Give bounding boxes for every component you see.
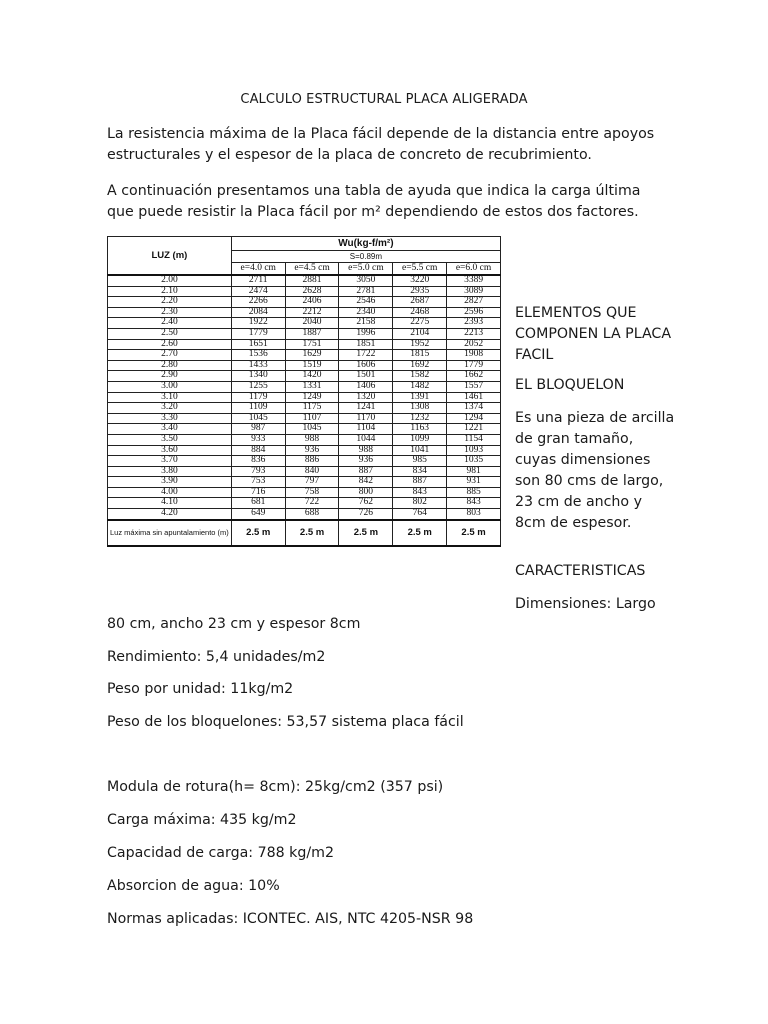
load-cell: 1374: [447, 403, 501, 414]
load-cell: 1651: [231, 339, 285, 350]
load-cell: 1170: [339, 413, 393, 424]
load-cell: 2546: [339, 297, 393, 308]
load-cell: 3389: [447, 275, 501, 286]
load-table: [107, 236, 501, 581]
characteristics-heading: CARACTERISTICAS: [515, 563, 646, 579]
load-cell: 1536: [231, 350, 285, 361]
luz-cell: 2.40: [108, 318, 232, 329]
load-cell: 1722: [339, 350, 393, 361]
load-cell: 884: [231, 445, 285, 456]
table-row: [108, 403, 501, 414]
load-cell: 1340: [231, 371, 285, 382]
load-cell: 834: [393, 466, 447, 477]
table-row: [108, 487, 501, 498]
load-cell: 2781: [339, 286, 393, 297]
spec-peso-unidad: Peso por unidad: 11kg/m2: [107, 681, 294, 697]
load-cell: 1501: [339, 371, 393, 382]
load-cell: 681: [231, 498, 285, 509]
luz-cell: 2.10: [108, 286, 232, 297]
table-row: [108, 456, 501, 467]
load-cell: 1179: [231, 392, 285, 403]
load-cell: 887: [339, 466, 393, 477]
spec-modula-rotura: Modula de rotura(h= 8cm): 25kg/cm2 (357 psi): [107, 779, 444, 795]
load-cell: 2275: [393, 318, 447, 329]
luz-cell: 2.70: [108, 350, 232, 361]
load-cell: 1751: [285, 339, 339, 350]
luz-cell: 3.30: [108, 413, 232, 424]
max-span-value: 2.5 m: [285, 520, 339, 546]
load-cell: 802: [393, 498, 447, 509]
load-cell: 753: [231, 477, 285, 488]
luz-cell: 2.90: [108, 371, 232, 382]
thickness-header: e=4.0 cm: [231, 263, 285, 276]
load-cell: 1557: [447, 381, 501, 392]
load-cell: 1249: [285, 392, 339, 403]
load-cell: 836: [231, 456, 285, 467]
load-cell: 1433: [231, 360, 285, 371]
table-row: [108, 339, 501, 350]
luz-cell: 3.80: [108, 466, 232, 477]
load-cell: 936: [339, 456, 393, 467]
load-cell: 1109: [231, 403, 285, 414]
load-cell: 886: [285, 456, 339, 467]
load-cell: 843: [393, 487, 447, 498]
load-cell: 2052: [447, 339, 501, 350]
load-cell: 758: [285, 487, 339, 498]
load-cell: 2084: [231, 307, 285, 318]
load-cell: 2266: [231, 297, 285, 308]
load-cell: 688: [285, 509, 339, 520]
luz-cell: 4.20: [108, 509, 232, 520]
load-cell: 1482: [393, 381, 447, 392]
load-cell: 1851: [339, 339, 393, 350]
max-span-row: [108, 520, 501, 546]
spec-peso-bloquelones: Peso de los bloquelones: 53,57 sistema placa fácil: [107, 714, 464, 730]
table-row: [108, 360, 501, 371]
load-cell: 1104: [339, 424, 393, 435]
load-cell: 800: [339, 487, 393, 498]
load-cell: 1320: [339, 392, 393, 403]
load-cell: 1406: [339, 381, 393, 392]
load-cell: 981: [447, 466, 501, 477]
load-cell: 1035: [447, 456, 501, 467]
load-cell: 988: [285, 434, 339, 445]
load-cell: 2596: [447, 307, 501, 318]
max-span-value: 2.5 m: [231, 520, 285, 546]
load-cell: 2628: [285, 286, 339, 297]
load-cell: 2935: [393, 286, 447, 297]
load-cell: 2881: [285, 275, 339, 286]
load-cell: 2711: [231, 275, 285, 286]
max-span-value: 2.5 m: [447, 520, 501, 546]
load-cell: 793: [231, 466, 285, 477]
load-cell: 1045: [231, 413, 285, 424]
spec-rendimiento: Rendimiento: 5,4 unidades/m2: [107, 649, 326, 665]
load-cell: 1391: [393, 392, 447, 403]
intro-paragraph-2: A continuación presentamos una tabla de ayuda que indica la carga última que puede resistir la Placa fácil por m² dependiendo de estos dos factores.: [107, 183, 641, 220]
load-cell: 2687: [393, 297, 447, 308]
table-row: [108, 466, 501, 477]
side-subheading: EL BLOQUELON: [515, 377, 625, 393]
load-cell: 1241: [339, 403, 393, 414]
table-row: [108, 392, 501, 403]
load-cell: 1662: [447, 371, 501, 382]
luz-cell: 2.00: [108, 275, 232, 286]
load-cell: 726: [339, 509, 393, 520]
luz-cell: 2.30: [108, 307, 232, 318]
load-cell: 2104: [393, 328, 447, 339]
load-cell: 1606: [339, 360, 393, 371]
load-cell: 2158: [339, 318, 393, 329]
luz-cell: 4.10: [108, 498, 232, 509]
luz-cell: 2.20: [108, 297, 232, 308]
document-title: CALCULO ESTRUCTURAL PLACA ALIGERADA: [240, 92, 528, 107]
load-cell: 1420: [285, 371, 339, 382]
table-row: [108, 275, 501, 286]
load-cell: 1779: [447, 360, 501, 371]
load-cell: 985: [393, 456, 447, 467]
s-header: S=0.89m: [231, 251, 500, 263]
table-row: [108, 413, 501, 424]
load-cell: 1093: [447, 445, 501, 456]
table-row: [108, 509, 501, 520]
luz-cell: 2.50: [108, 328, 232, 339]
load-cell: 987: [231, 424, 285, 435]
load-cell: 1154: [447, 434, 501, 445]
load-cell: 3050: [339, 275, 393, 286]
load-cell: 1582: [393, 371, 447, 382]
load-cell: 842: [339, 477, 393, 488]
wu-header: Wu(kg-f/m²): [231, 237, 500, 251]
luz-header: LUZ (m): [108, 237, 232, 276]
luz-cell: 3.50: [108, 434, 232, 445]
load-cell: 2213: [447, 328, 501, 339]
dimensions-start: Dimensiones: Largo: [515, 596, 656, 612]
max-span-label: Luz máxima sin apuntalamiento (m): [108, 520, 232, 546]
load-cell: 1815: [393, 350, 447, 361]
thickness-header: e=5.5 cm: [393, 263, 447, 276]
load-cell: 803: [447, 509, 501, 520]
load-cell: 762: [339, 498, 393, 509]
luz-cell: 3.10: [108, 392, 232, 403]
table-row: [108, 477, 501, 488]
load-cell: 931: [447, 477, 501, 488]
load-cell: 1255: [231, 381, 285, 392]
luz-cell: 2.60: [108, 339, 232, 350]
thickness-header: e=6.0 cm: [447, 263, 501, 276]
load-cell: 1221: [447, 424, 501, 435]
load-cell: 1044: [339, 434, 393, 445]
intro-paragraph-1: La resistencia máxima de la Placa fácil depende de la distancia entre apoyos estructurales y el espesor de la placa de concreto de recubrimiento.: [107, 126, 655, 163]
load-cell: 2393: [447, 318, 501, 329]
load-cell: 988: [339, 445, 393, 456]
load-cell: 1331: [285, 381, 339, 392]
table-row: [108, 424, 501, 435]
load-cell: 1908: [447, 350, 501, 361]
load-cell: 1461: [447, 392, 501, 403]
load-cell: 2340: [339, 307, 393, 318]
table-row: [108, 381, 501, 392]
spec-carga-maxima: Carga máxima: 435 kg/m2: [107, 812, 297, 828]
load-cell: 936: [285, 445, 339, 456]
load-cell: 3089: [447, 286, 501, 297]
spec-absorcion: Absorcion de agua: 10%: [107, 878, 280, 894]
load-cell: 1175: [285, 403, 339, 414]
luz-cell: 3.20: [108, 403, 232, 414]
load-cell: 2827: [447, 297, 501, 308]
load-cell: 797: [285, 477, 339, 488]
load-cell: 1692: [393, 360, 447, 371]
load-cell: 1996: [339, 328, 393, 339]
load-cell: 764: [393, 509, 447, 520]
luz-cell: 2.80: [108, 360, 232, 371]
load-cell: 840: [285, 466, 339, 477]
load-cell: 1952: [393, 339, 447, 350]
spec-normas: Normas aplicadas: ICONTEC. AIS, NTC 4205-NSR 98: [107, 911, 474, 927]
table-row: [108, 307, 501, 318]
load-cell: 1519: [285, 360, 339, 371]
load-cell: 1308: [393, 403, 447, 414]
load-cell: 885: [447, 487, 501, 498]
load-cell: 1294: [447, 413, 501, 424]
load-cell: 2468: [393, 307, 447, 318]
load-cell: 1779: [231, 328, 285, 339]
dimensions-continued: 80 cm, ancho 23 cm y espesor 8cm: [107, 616, 361, 632]
load-cell: 1887: [285, 328, 339, 339]
thickness-header: e=5.0 cm: [339, 263, 393, 276]
table-row: [108, 371, 501, 382]
load-cell: 722: [285, 498, 339, 509]
load-cell: 1099: [393, 434, 447, 445]
load-cell: 933: [231, 434, 285, 445]
load-table-grid: [107, 236, 501, 547]
table-row: [108, 434, 501, 445]
table-row: [108, 350, 501, 361]
load-cell: 1041: [393, 445, 447, 456]
load-cell: 1045: [285, 424, 339, 435]
load-cell: 887: [393, 477, 447, 488]
load-cell: 1629: [285, 350, 339, 361]
luz-cell: 3.40: [108, 424, 232, 435]
luz-cell: 3.90: [108, 477, 232, 488]
side-description: Es una pieza de arcilla de gran tamaño, cuyas dimensiones son 80 cms de largo, 23 cm de ancho y 8cm de espesor.: [515, 410, 675, 531]
table-row: [108, 328, 501, 339]
luz-cell: 4.00: [108, 487, 232, 498]
table-row: [108, 286, 501, 297]
luz-cell: 3.00: [108, 381, 232, 392]
load-cell: 2406: [285, 297, 339, 308]
luz-cell: 3.70: [108, 456, 232, 467]
max-span-value: 2.5 m: [393, 520, 447, 546]
table-row: [108, 445, 501, 456]
load-cell: 843: [447, 498, 501, 509]
table-row: [108, 498, 501, 509]
table-row: [108, 318, 501, 329]
table-row: [108, 297, 501, 308]
spec-capacidad-carga: Capacidad de carga: 788 kg/m2: [107, 845, 335, 861]
load-cell: 3220: [393, 275, 447, 286]
thickness-header: e=4.5 cm: [285, 263, 339, 276]
load-cell: 2040: [285, 318, 339, 329]
load-cell: 649: [231, 509, 285, 520]
load-cell: 2474: [231, 286, 285, 297]
load-cell: 1232: [393, 413, 447, 424]
load-cell: 1107: [285, 413, 339, 424]
side-heading: ELEMENTOS QUE COMPONEN LA PLACA FACIL: [515, 305, 672, 363]
load-cell: 716: [231, 487, 285, 498]
luz-cell: 3.60: [108, 445, 232, 456]
load-cell: 2212: [285, 307, 339, 318]
load-cell: 1163: [393, 424, 447, 435]
max-span-value: 2.5 m: [339, 520, 393, 546]
load-cell: 1922: [231, 318, 285, 329]
